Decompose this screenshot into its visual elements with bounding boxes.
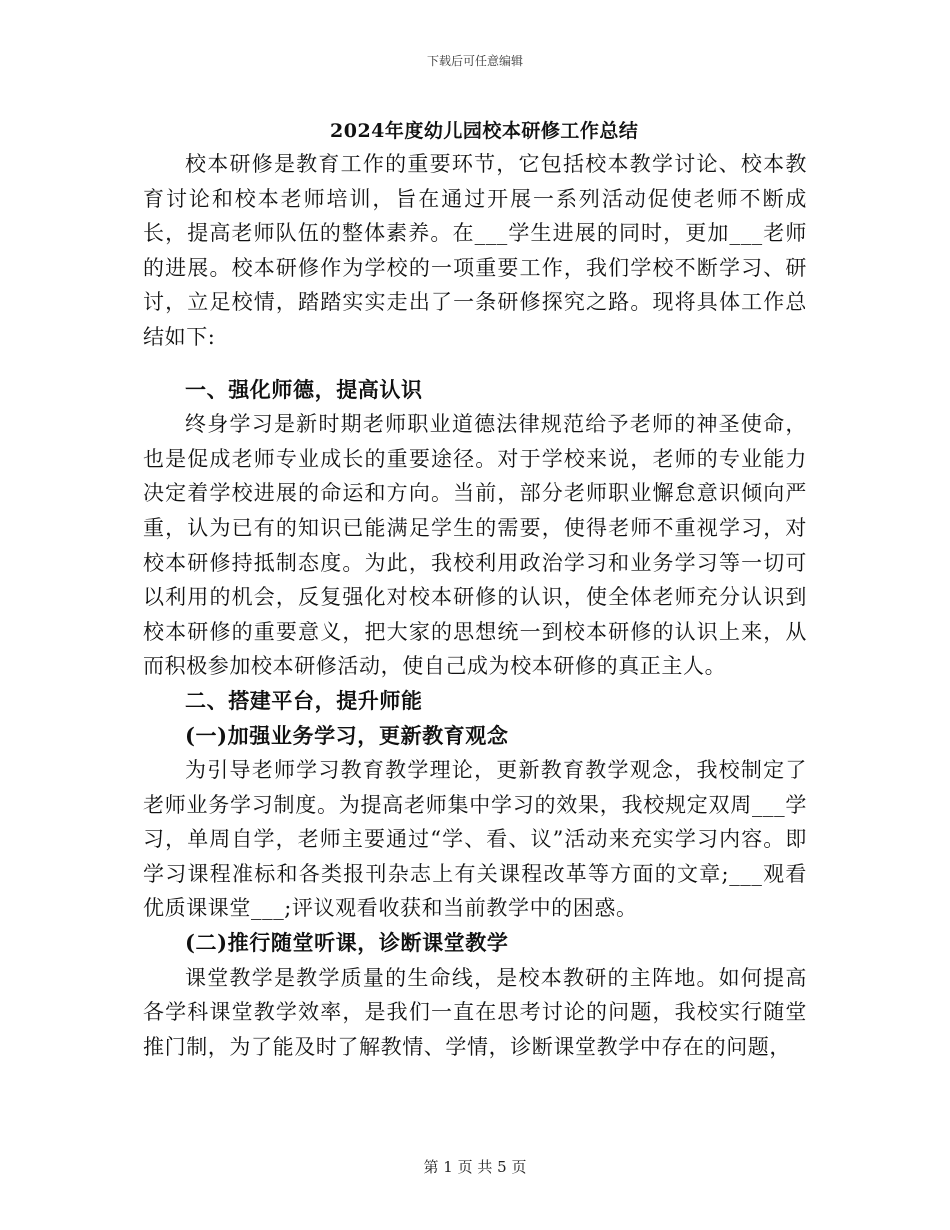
paragraph-gap — [143, 355, 807, 373]
document-title: 2024年度幼儿园校本研修工作总结 — [330, 120, 639, 142]
subsection-2-2-heading: (二)推行随堂听课，诊断课堂教学 — [185, 930, 509, 956]
section-1-paragraph: 终身学习是新时期老师职业道德法律规范给予老师的神圣使命，也是促成老师专业成长的重要途径。对于学校来说，老师的专业能力决定着学校进展的命运和方向。当前，部分老师职业懈怠意识倾向严重，认为已有的知识已能满足学生的需要，使得老师不重视学习，对校本研修持抵制态度。为此，我校利用政治学习和业务学习等一切可以利用的机会，反复强化对校本研修的认识，使全体老师充分认识到校本研修的重要意义，把大家的思想统一到校本研修的认识上来，从而积极参加校本研修活动，使自己成为校本研修的真正主人。 — [143, 412, 807, 679]
subsection-2-2-paragraph: 课堂教学是教学质量的生命线，是校本教研的主阵地。如何提高各学科课堂教学效率，是我们一直在思考讨论的问题，我校实行随堂推门制，为了能及时了解教情、学情，诊断课堂教学中存在的问题， — [143, 965, 807, 1059]
section-2-heading: 二、搭建平台，提升师能 — [185, 687, 423, 713]
intro-paragraph: 校本研修是教育工作的重要环节，它包括校本教学讨论、校本教育讨论和校本老师培训，旨在通过开展一系列活动促使老师不断成长，提高老师队伍的整体素养。在___学生进展的同时，更加___老师的进展。校本研修作为学校的一项重要工作，我们学校不断学习、研讨，立足校情，踏踏实实走出了一条研修探究之路。现将具体工作总结如下: — [143, 152, 807, 349]
section-1-heading: 一、强化师德，提高认识 — [185, 376, 423, 402]
page-footer: 第 1 页 共 5 页 — [423, 1158, 527, 1176]
header-note: 下载后可任意编辑 — [426, 54, 523, 68]
document-body — [143, 147, 807, 1064]
subsection-2-1-heading: (一)加强业务学习，更新教育观念 — [185, 722, 509, 748]
subsection-2-1-paragraph: 为引导老师学习教育教学理论，更新教育教学观念，我校制定了老师业务学习制度。为提高老师集中学习的效果，我校规定双周___学习，单周自学，老师主要通过“学、看、议”活动来充实学习内容。即学习课程准标和各类报刊杂志上有关课程改革等方面的文章;___观看优质课课堂___;评议观看收获和当前教学中的困惑。 — [143, 758, 807, 921]
